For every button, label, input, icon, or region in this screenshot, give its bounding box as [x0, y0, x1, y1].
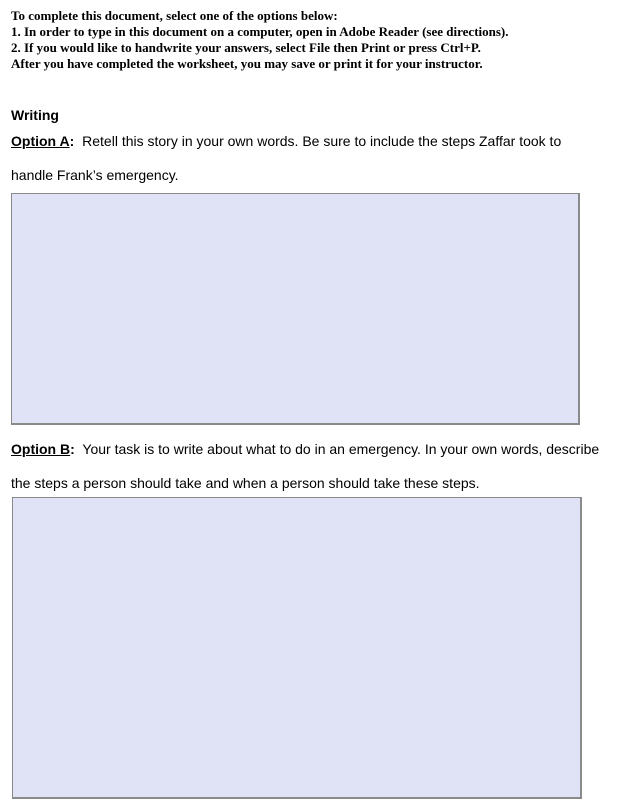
option-b-text-line1: Your task is to write about what to do in an emergency. In your own words, describe — [82, 441, 600, 457]
option-b-prompt-line1 — [11, 441, 599, 458]
instructions-line-intro: To complete this document, select one of the options below: — [11, 8, 338, 23]
option-a-text-line2: handle Frank’s emergency. — [11, 167, 179, 183]
instructions-block — [11, 8, 621, 72]
option-b-text-line2: the steps a person should take and when a person should take these steps. — [11, 475, 480, 491]
option-a-colon: : — [69, 133, 75, 149]
option-b-answer-field[interactable] — [12, 497, 582, 799]
option-b-colon: : — [70, 441, 75, 457]
option-a-label: Option A — [11, 133, 70, 149]
option-a-answer-field[interactable] — [11, 193, 580, 425]
option-b-label: Option B — [11, 441, 71, 457]
instructions-line-save: After you have completed the worksheet, you may save or print it for your instructor. — [11, 56, 483, 71]
option-a-prompt-line1 — [11, 133, 561, 150]
option-b-prompt-line2 — [11, 475, 480, 492]
section-heading: Writing — [11, 107, 59, 123]
option-a-prompt-line2 — [11, 167, 179, 184]
instructions-line-handwrite: 2. If you would like to handwrite your answers, select File then Print or press Ctrl+P. — [11, 40, 481, 55]
option-a-text-line1: Retell this story in your own words. Be sure to include the steps Zaffar took to — [82, 133, 562, 149]
instructions-line-type: 1. In order to type in this document on a computer, open in Adobe Reader (see directions). — [11, 24, 509, 39]
